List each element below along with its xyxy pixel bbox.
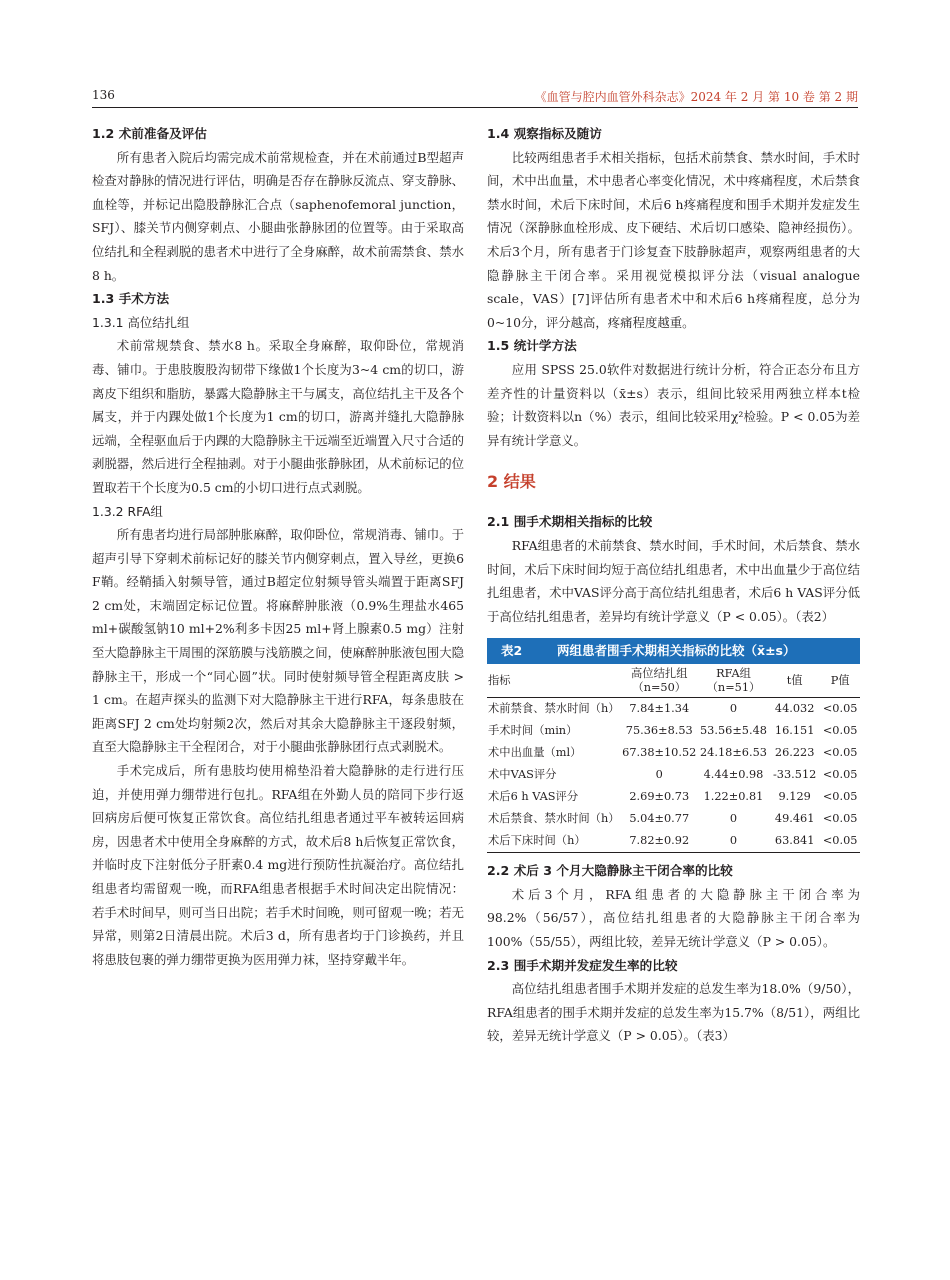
table-cell: 26.223	[774, 746, 815, 760]
table-cell: 术中出血量（ml）	[488, 746, 582, 760]
table-cell: 0	[729, 702, 738, 716]
table-2-title: 两组患者围手术期相关指标的比较（x̄±s）	[557, 643, 796, 659]
table-row	[487, 698, 860, 721]
table-cell: <0.05	[822, 724, 858, 738]
section-1-4-paragraph: 比较两组患者手术相关指标，包括术前禁食、禁水时间，手术时间，术中出血量，术中患者心率变化情况，术中疼痛程度，术后禁食禁水时间，术后下床时间，术后6 h疼痛程度和围手术期并发症发生情况（深静脉血栓形成、皮下硬结、术后切口感染、隐神经损伤）。术后3个月，所有患者于门诊复查下肢静脉超声，观察两组患者的大隐静脉主干闭合率。采用视觉模拟评分法（visual analogue scale，VAS）[7]评估所有患者术中和术后6 h疼痛程度，总分为0~10分，评分越高，疼痛程度越重。	[487, 149, 860, 330]
table-cell: 手术时间（min）	[488, 724, 578, 738]
table-header-cell: 指标	[488, 674, 511, 688]
table-cell: 1.22±0.81	[703, 790, 764, 804]
table-row	[487, 830, 860, 853]
table-cell: 53.56±5.48	[700, 724, 767, 738]
table-cell: 49.461	[774, 812, 815, 826]
table-cell: 术后6 h VAS评分	[488, 790, 579, 804]
table-header-cell: RFA组（n=51）	[706, 667, 761, 695]
table-cell: <0.05	[822, 702, 858, 716]
table-cell: <0.05	[822, 768, 858, 782]
section-2-3-title: 2.3 围手术期并发症发生率的比较	[487, 957, 678, 973]
section-1-2-title: 1.2 术前准备及评估	[92, 126, 207, 141]
table-cell: 0	[729, 834, 738, 848]
page-number: 136	[92, 88, 115, 102]
table-cell: <0.05	[822, 812, 858, 826]
table-cell: 75.36±8.53	[625, 724, 693, 738]
table-cell: 9.129	[778, 790, 811, 804]
table-cell: 24.18±6.53	[700, 746, 767, 760]
section-1-3-2-paragraph-2: 手术完成后，所有患肢均使用棉垫沿着大隐静脉的走行进行压迫，并使用弹力绷带进行包扎。RFA组在外勤人员的陪同下步行返回病房后便可恢复正常饮食。高位结扎组患者通过平车被转运回病房，因患者术中使用全身麻醉的方式，故术后8 h后恢复正常饮食，并临时皮下注射低分子肝素0.4 mg进行预防性抗凝治疗。高位结扎组患者均需留观一晚，而RFA组患者根据手术时间决定出院情况：若手术时间早，则可当日出院；若手术时间晚，则可留观一晚；若无异常，则第2日清晨出院。术后3 d，所有患者均于门诊换药，并且将患肢包裹的弹力绷带更换为医用弹力袜，坚持穿戴半年。	[92, 763, 464, 967]
table-2-caption	[487, 638, 860, 664]
table-cell: 0	[729, 812, 738, 826]
section-2-2-paragraph: 术后3个月，RFA组患者的大隐静脉主干闭合率为98.2%（56/57），高位结扎组患者的大隐静脉主干闭合率为100%（55/55），两组比较，差异无统计学意义（P > 0.05）。	[487, 886, 860, 950]
section-1-3-title: 1.3 手术方法	[92, 291, 170, 307]
table-cell: 2.69±0.73	[629, 790, 690, 804]
table-cell: 0	[655, 768, 663, 782]
table-2-grid	[487, 664, 860, 853]
page-header	[92, 84, 858, 108]
table-cell: 术前禁食、禁水时间（h）	[488, 702, 620, 716]
table-cell: 7.82±0.92	[629, 834, 690, 848]
section-2-1-paragraph: RFA组患者的术前禁食、禁水时间，手术时间，术后禁食、禁水时间，术后下床时间均短于高位结扎组患者，术中出血量少于高位结扎组患者，术中VAS评分高于高位结扎组患者，术后6 h VAS评分低于高位结扎组患者，差异均有统计学意义（P < 0.05）。（表2）	[487, 537, 860, 624]
table-cell: 5.04±0.77	[629, 812, 690, 826]
table-cell: -33.512	[772, 768, 817, 782]
table-row	[487, 742, 860, 764]
table-2	[487, 638, 860, 853]
section-1-3-1-title: 1.3.1 高位结扎组	[92, 314, 190, 330]
results-heading: 2 结果	[487, 472, 536, 492]
table-cell: 16.151	[774, 724, 815, 738]
table-cell: 术后下床时间（h）	[488, 834, 586, 848]
section-1-3-2-paragraph-1: 所有患者均进行局部肿胀麻醉，取仰卧位，常规消毒、铺巾。于超声引导下穿刺术前标记好的膝关节内侧穿刺点，置入导丝，更换6 F鞘。经鞘插入射频导管，通过B超定位射频导管头端置于距离SFJ 2 cm处，末端固定标记位置。将麻醉肿胀液（0.9%生理盐水465 ml+碳酸氢钠10 ml+2%利多卡因25 ml+肾上腺素0.5 mg）注射至大隐静脉主干周围的深筋膜与浅筋膜之间，使麻醉肿胀液包围大隐静脉主干，形成一个“同心圆”状。同时使射频导管全程距离皮肤 > 1 cm。在超声探头的监测下对大隐静脉主干进行RFA，每条患肢在距离SFJ 2 cm处均射频2次，然后对其余大隐静脉主干逐段射频，直至大隐静脉主干全程闭合，对于小腿曲张静脉团行点式剥脱术。	[92, 527, 464, 755]
table-row	[487, 786, 860, 808]
left-column	[92, 122, 464, 971]
table-cell: 术后禁食、禁水时间（h）	[488, 812, 620, 826]
section-1-3-1-paragraph: 术前常规禁食、禁水8 h。采取全身麻醉，取仰卧位，常规消毒、铺巾。于患肢腹股沟韧带下缘做1个长度为3~4 cm的切口，游离皮下组织和脂肪，暴露大隐静脉主干与属支，高位结扎主干及各个属支，并于内踝处做1个长度为1 cm的切口，游离并缝扎大隐静脉远端，全程驱血后于内踝的大隐静脉主干远端至近端置入尺寸合适的剥脱器，然后进行全程抽剥。对于小腿曲张静脉团，从术前标记的位置取若干个长度为0.5 cm的小切口进行点式剥脱。	[92, 338, 464, 495]
right-column	[487, 122, 860, 1048]
section-2-1-title: 2.1 围手术期相关指标的比较	[487, 514, 653, 530]
table-header-cell: 高位结扎组（n=50）	[631, 667, 688, 695]
table-cell: 4.44±0.98	[703, 768, 764, 782]
table-row	[487, 808, 860, 830]
table-2-number: 表2	[501, 643, 523, 659]
table-row	[487, 764, 860, 786]
section-1-2-paragraph: 所有患者入院后均需完成术前常规检查，并在术前通过B型超声检查对静脉的情况进行评估，明确是否存在静脉反流点、穿支静脉、血栓等，并标记出隐股静脉汇合点（saphenofemoral junction，SFJ）、膝关节内侧穿刺点、小腿曲张静脉团的位置等。由于采取高位结扎和全程剥脱的患者术中进行了全身麻醉，故术前需禁食、禁水8 h。	[92, 149, 464, 283]
section-1-5-paragraph: 应用 SPSS 25.0软件对数据进行统计分析，符合正态分布且方差齐性的计量资料以（x̄±s）表示，组间比较采用两独立样本t检验；计数资料以n（%）表示，组间比较采用χ²检验。P < 0.05为差异有统计学意义。	[487, 361, 860, 448]
table-cell: 术中VAS评分	[488, 768, 557, 782]
table-cell: 63.841	[774, 834, 815, 848]
section-2-3-paragraph: 高位结扎组患者围手术期并发症的总发生率为18.0%（9/50），RFA组患者的围手术期并发症的总发生率为15.7%（8/51），两组比较，差异无统计学意义（P > 0.05）。（表3）	[487, 981, 860, 1044]
table-cell: 7.84±1.34	[629, 702, 690, 716]
table-header-row	[487, 664, 860, 698]
section-2-2-title: 2.2 术后 3 个月大隐静脉主干闭合率的比较	[487, 863, 733, 879]
section-1-3-2-title: 1.3.2 RFA组	[92, 503, 163, 519]
table-cell: <0.05	[822, 834, 858, 848]
table-header-cell: t值	[786, 674, 803, 688]
journal-citation: 《血管与腔内血管外科杂志》2024 年 2 月 第 10 卷 第 2 期	[534, 90, 858, 104]
table-header-cell: P值	[830, 674, 850, 688]
section-1-5-title: 1.5 统计学方法	[487, 338, 577, 354]
table-cell: 67.38±10.52	[622, 746, 697, 760]
section-1-4-title: 1.4 观察指标及随访	[487, 126, 602, 141]
table-cell: <0.05	[822, 746, 858, 760]
table-cell: <0.05	[822, 790, 858, 804]
table-row	[487, 720, 860, 742]
table-cell: 44.032	[774, 702, 815, 716]
